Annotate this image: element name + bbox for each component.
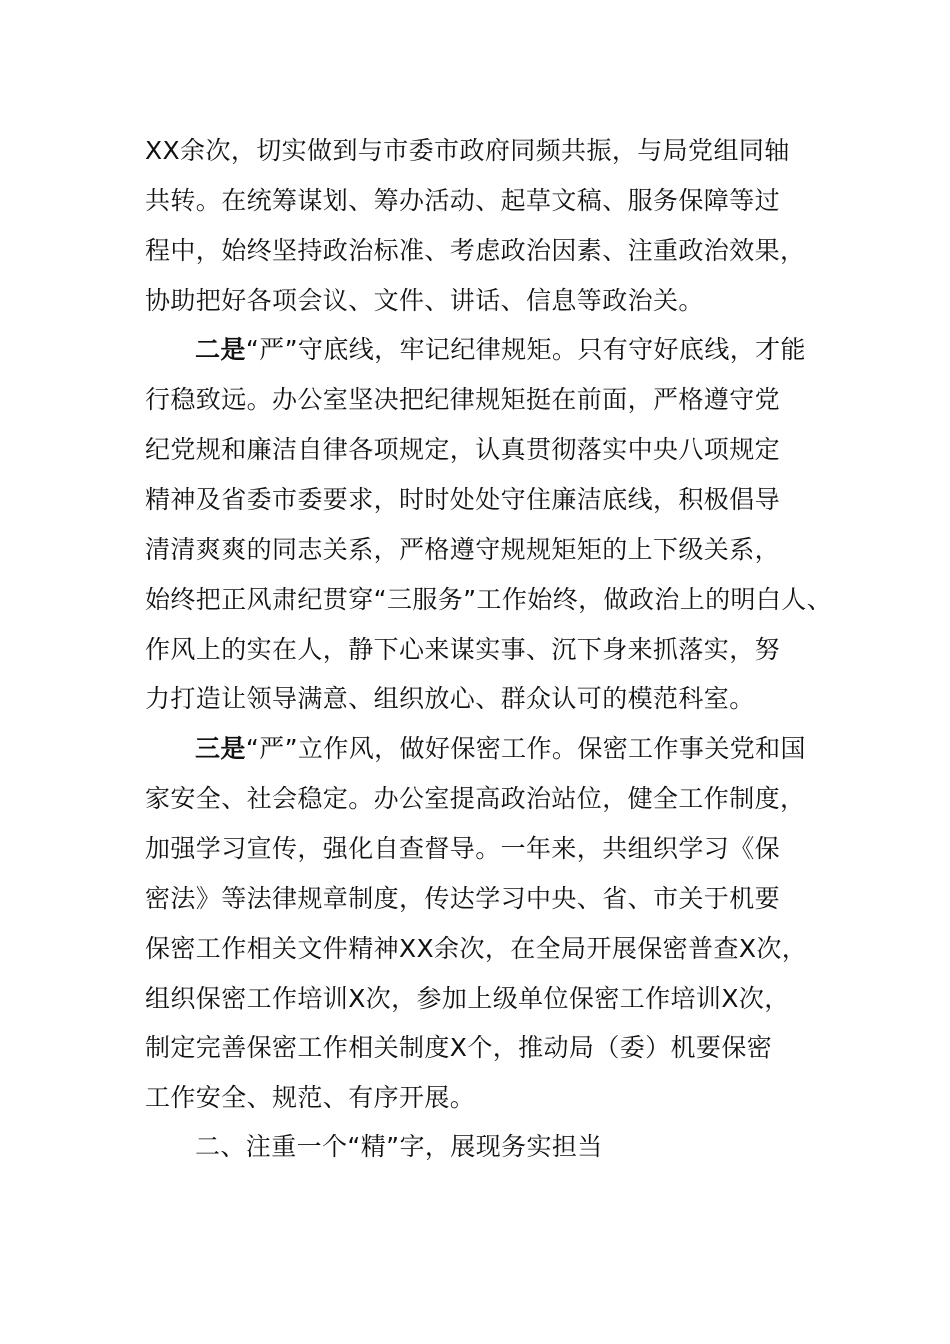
text-line: 作风上的实在人，静下心来谋实事、沉下身来抓落实，努 <box>145 635 781 664</box>
text-line: 家安全、社会稳定。办公室提高政治站位，健全工作制度， <box>145 784 806 813</box>
text-line: 制定完善保密工作相关制度X个，推动局（委）机要保密 <box>145 1033 773 1062</box>
text-line: 协助把好各项会议、文件、讲话、信息等政治关。 <box>145 286 704 315</box>
paragraph-lead-line <box>195 335 806 365</box>
text-line: 保密工作相关文件精神XX余次，在全局开展保密普查X次， <box>145 934 808 963</box>
paragraph-lead: 二是 <box>195 335 246 364</box>
text-line: 始终把正风肃纪贯穿“三服务”工作始终，做政治上的明白人、 <box>145 585 833 614</box>
paragraph-text: “严”立作风，做好保密工作。保密工作事关党和国 <box>245 734 806 763</box>
text-line: 工作安全、规范、有序开展。 <box>145 1083 476 1112</box>
text-line: 组织保密工作培训X次，参加上级单位保密工作培训X次， <box>145 984 790 1013</box>
text-line: 清清爽爽的同志关系，严格遵守规规矩矩的上下级关系， <box>145 535 781 564</box>
text-line: 程中，始终坚持政治标准、考虑政治因素、注重政治效果， <box>145 236 806 265</box>
text-line: 精神及省委市委要求，时时处处守住廉洁底线，积极倡导 <box>145 485 781 514</box>
text-line: XX余次，切实做到与市委市政府同频共振，与局党组同轴 <box>145 136 790 165</box>
paragraph-text: “严”守底线，牢记纪律规矩。只有守好底线，才能 <box>245 335 806 364</box>
text-line: 密法》等法律规章制度，传达学习中央、省、市关于机要 <box>145 884 781 913</box>
text-line: 力打造让领导满意、组织放心、群众认可的模范科室。 <box>145 684 755 713</box>
text-line: 加强学习宣传，强化自查督导。一年来，共组织学习《保 <box>145 834 781 863</box>
text-line: 行稳致远。办公室坚决把纪律规矩挺在前面，严格遵守党 <box>145 385 781 414</box>
text-line: 共转。在统筹谋划、筹办活动、起草文稿、服务保障等过 <box>145 186 781 215</box>
paragraph-lead-line <box>195 734 806 764</box>
section-heading: 二、注重一个“精”字，展现务实担当 <box>195 1132 603 1161</box>
paragraph-lead: 三是 <box>195 734 246 763</box>
text-line: 纪党规和廉洁自律各项规定，认真贯彻落实中央八项规定 <box>145 435 781 464</box>
